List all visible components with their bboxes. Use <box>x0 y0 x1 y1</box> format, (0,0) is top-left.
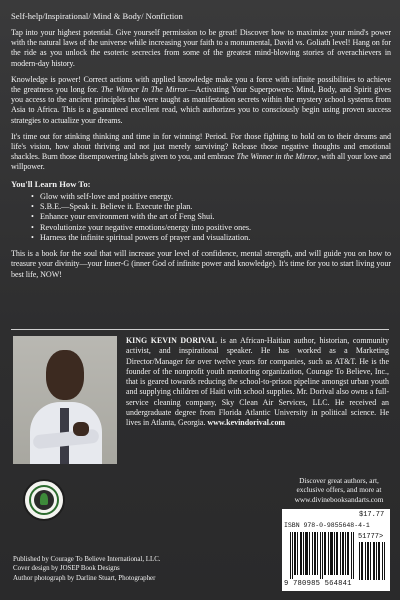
credits <box>13 555 243 583</box>
photo-hand <box>73 422 89 436</box>
list-item: • Revolutionize your negative emotions/energy into positive ones. <box>31 223 391 233</box>
promo-line: exclusive offers, and more at <box>296 485 382 495</box>
photo-head <box>46 350 84 400</box>
list-item: • Glow with self-love and positive energy. <box>31 192 391 202</box>
divider <box>11 329 389 330</box>
ean-number: 9 780985 564841 <box>284 580 352 588</box>
call-text: It's time out for stinking thinking and time in for winning! Period. For those fighting to hold on to their dreams and life's vision, how about thriving and not just merely surviving? Release those negative thoughts and emotional shackles. Burn those disempowering labels given to you, and embrace <box>11 131 391 162</box>
ean-bars-icon <box>290 532 354 579</box>
publisher-credit: Published by Courage To Believe International, LLC. <box>13 556 161 563</box>
intro-paragraph: Tap into your highest potential. Give yourself permission to be great! Discover how to maximize your mind's power with the natural laws of the universe while increasing your faith to a monumental, David vs. Goliath level! Hang on for the ride as you unlock the esoteric secrecies from some of the greatest mind-blowing stories of overachievers in modern-day history. <box>11 28 391 68</box>
seal-leaf-icon <box>40 493 48 505</box>
learn-heading: You'll Learn How To: <box>11 178 91 189</box>
book-title-italic: The Winner in the Mirror <box>236 152 318 162</box>
bio-text: is an African-Haitian author, historian, community activist, and inspirational speaker. He has worked as a Marketing Director/Manager for over twelve years for companies, such as AT&T. He is the founder of the nonprofit youth mentoring organization, Courage To Believe, Inc., that is geared towards reducing the school-to-prison pipeline amongst urban youth and supplying children of Haiti with school supplies. Mr. Dorival also owns a full-service cleaning company, Sky Clean Air Services, LLC. He received an undergraduate degree from Florida Atlantic University in political science. He lives in Atlanta, Georgia. <box>126 336 389 428</box>
closing-paragraph: This is a book for the soul that will increase your level of confidence, mental strength, and will guide you on how to treasure your divinity—your Inner-G (inner God of infinite power and knowledge). It's time for you to start living your best life, NOW! <box>11 249 391 279</box>
author-photo <box>13 336 117 464</box>
addon-bars-icon <box>359 542 385 580</box>
addon-code: 51777> <box>358 533 384 541</box>
category-line: Self-help/Inspirational/ Mind & Body/ Nonfiction <box>11 11 183 21</box>
blurb <box>11 11 391 286</box>
knowledge-paragraph <box>11 75 391 126</box>
promo-text <box>287 476 391 504</box>
author-bio <box>126 336 389 429</box>
cover-credit: Cover design by JOSEP Book Designs <box>13 565 120 573</box>
learn-list <box>11 192 391 243</box>
list-item: • Enhance your environment with the art of Feng Shui. <box>31 212 391 222</box>
knowledge-text-cont: —Activating Your Superpowers: Mind, Body, and Spirit gives you access to the ancient principles that were taught as manifestation secrets within the mystery school systems from Asia to Africa. This is a guaranteed excellent read, which authorizes you to consciously begin using proven success strategies to actualize your dreams. <box>11 85 392 125</box>
isbn-label: ISBN 978-0-9855648-4-1 <box>284 522 370 529</box>
author-name: KING KEVIN DORIVAL <box>126 336 217 345</box>
promo-line: Discover great authors, art, <box>299 476 379 485</box>
publisher-seal-logo <box>23 479 65 521</box>
list-item: • Harness the infinite spiritual powers of prayer and visualization. <box>31 233 391 243</box>
knowledge-text: Knowledge is power! Correct actions with applied knowledge make you a force with infinite possibilities to achieve the greatness you long for. <box>11 74 391 95</box>
call-paragraph <box>11 132 391 173</box>
photo-credit: Author photograph by Darline Stuart, Photographer <box>13 574 156 582</box>
call-text-cont: , with all your love and willpower. <box>11 152 391 172</box>
promo-url: www.divinebooksandarts.com <box>294 494 384 504</box>
author-website: www.kevindorival.com <box>207 418 286 428</box>
price-label: $17.77 <box>359 511 385 519</box>
book-title-italic: The Winner In The Mirror <box>100 85 188 95</box>
barcode <box>282 509 390 591</box>
list-item: • S.B.E.—Speak it. Believe it. Execute the plan. <box>31 202 391 212</box>
